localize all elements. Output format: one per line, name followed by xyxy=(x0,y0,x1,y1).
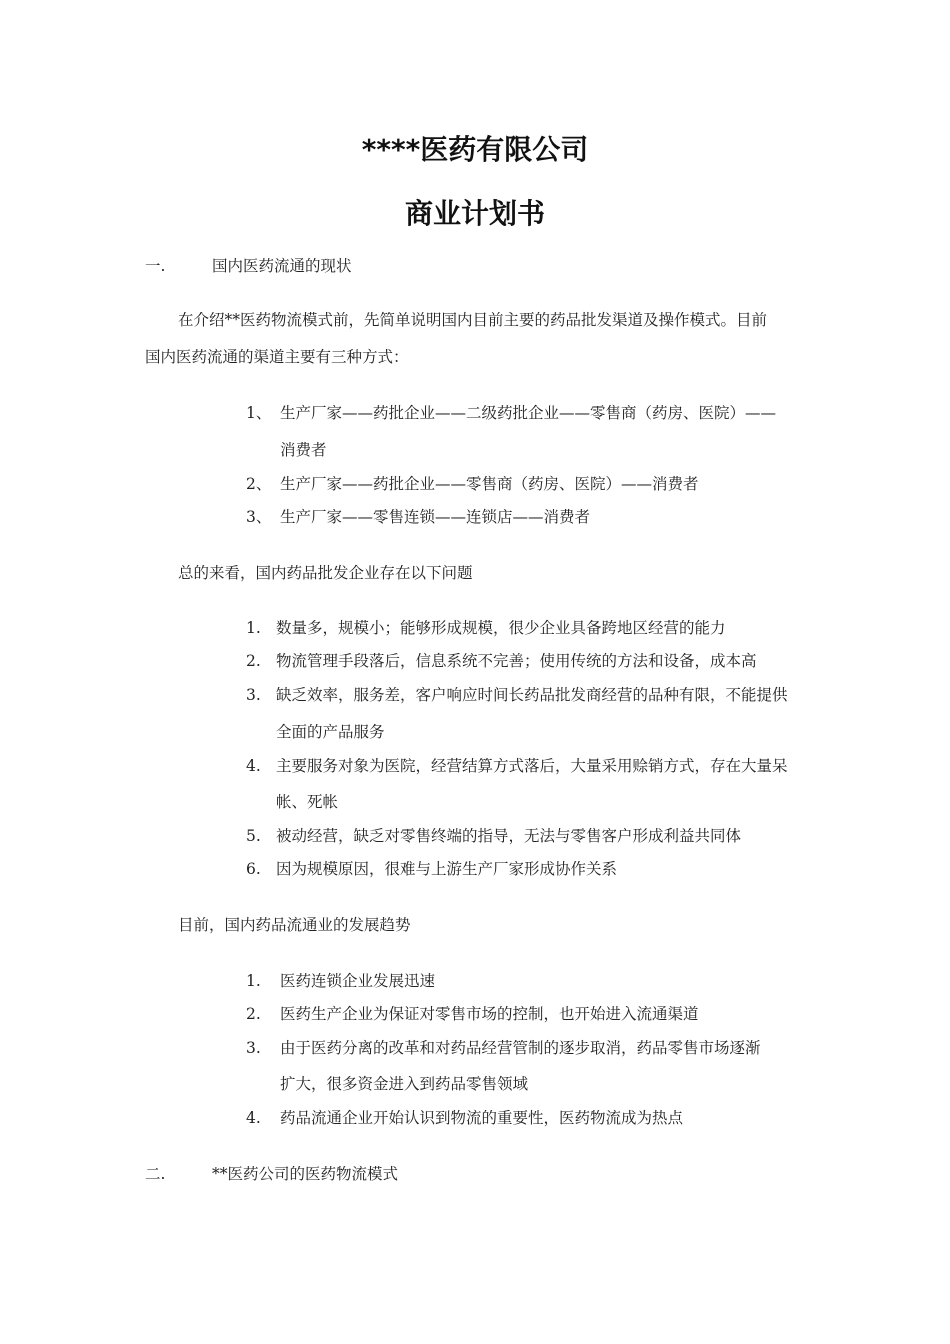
section-1-heading: 国内医药流通的现状 xyxy=(212,257,352,275)
trend-3-text: 由于医药分离的改革和对药品经营管制的逐步取消，药品零售市场逐渐 xyxy=(280,1039,761,1057)
section-1-number: 一. xyxy=(145,257,166,275)
problem-4-number: 4. xyxy=(246,757,261,775)
problem-1-number: 1. xyxy=(246,619,261,637)
section-2-number: 二. xyxy=(145,1165,166,1183)
trend-1-number: 1. xyxy=(246,972,261,990)
trend-3-text-cont: 扩大，很多资金进入到药品零售领域 xyxy=(280,1075,529,1093)
channel-3-text: 生产厂家——零售连锁——连锁店——消费者 xyxy=(280,508,591,526)
trend-4-number: 4. xyxy=(246,1109,261,1127)
channel-1-text-cont: 消费者 xyxy=(280,441,327,459)
channel-1-text: 生产厂家——药批企业——二级药批企业——零售商（药房、医院）—— xyxy=(280,404,777,422)
problem-1-text: 数量多，规模小；能够形成规模，很少企业具备跨地区经营的能力 xyxy=(276,619,726,637)
problem-6-text: 因为规模原因，很难与上游生产厂家形成协作关系 xyxy=(276,860,618,878)
problems-intro: 总的来看，国内药品批发企业存在以下问题 xyxy=(178,564,473,582)
problem-2-text: 物流管理手段落后，信息系统不完善；使用传统的方法和设备，成本高 xyxy=(276,652,757,670)
problem-2-number: 2. xyxy=(246,652,261,670)
trends-intro: 目前，国内药品流通业的发展趋势 xyxy=(178,916,411,934)
trend-3-number: 3. xyxy=(246,1039,261,1057)
trend-4-text: 药品流通企业开始认识到物流的重要性，医药物流成为热点 xyxy=(280,1109,684,1127)
problem-4-text-cont: 帐、死帐 xyxy=(276,793,339,811)
problem-5-text: 被动经营，缺乏对零售终端的指导，无法与零售客户形成利益共同体 xyxy=(276,827,742,845)
intro-line-2: 国内医药流通的渠道主要有三种方式： xyxy=(145,348,409,366)
problem-4-text: 主要服务对象为医院，经营结算方式落后，大量采用赊销方式，存在大量呆 xyxy=(276,757,788,775)
document-title: 商业计划书 xyxy=(404,197,545,230)
channel-1-number: 1、 xyxy=(246,404,272,422)
section-2-heading: **医药公司的医药物流模式 xyxy=(212,1165,399,1183)
intro-line-1: 在介绍**医药物流模式前，先简单说明国内目前主要的药品批发渠道及操作模式。目前 xyxy=(178,311,768,329)
channel-2-number: 2、 xyxy=(246,475,272,493)
trend-1-text: 医药连锁企业发展迅速 xyxy=(280,972,436,990)
trend-2-number: 2. xyxy=(246,1005,261,1023)
problem-3-text-cont: 全面的产品服务 xyxy=(276,723,385,741)
channel-3-number: 3、 xyxy=(246,508,272,526)
problem-3-text: 缺乏效率，服务差，客户响应时间长药品批发商经营的品种有限，不能提供 xyxy=(276,686,788,704)
problem-3-number: 3. xyxy=(246,686,261,704)
problem-6-number: 6. xyxy=(246,860,261,878)
channel-2-text: 生产厂家——药批企业——零售商（药房、医院）——消费者 xyxy=(280,475,699,493)
problem-5-number: 5. xyxy=(246,827,261,845)
company-title: ****医药有限公司 xyxy=(361,133,589,166)
trend-2-text: 医药生产企业为保证对零售市场的控制，也开始进入流通渠道 xyxy=(280,1005,699,1023)
